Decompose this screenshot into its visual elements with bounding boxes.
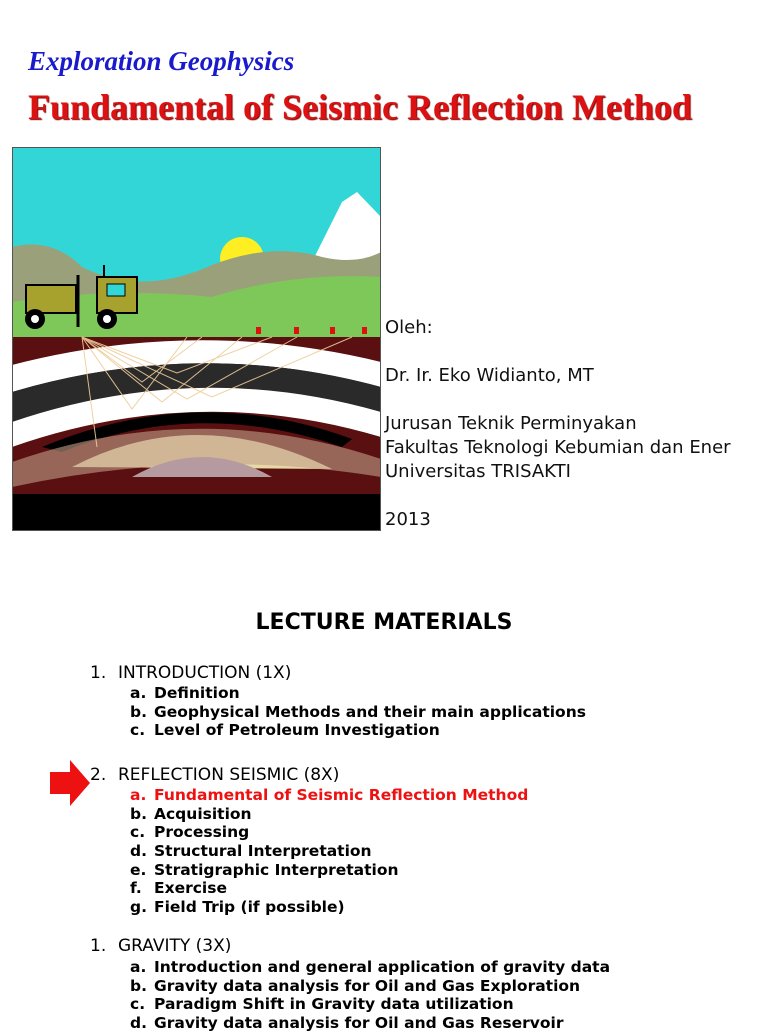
section-number: 2. <box>90 765 107 785</box>
item-text: Level of Petroleum Investigation <box>154 721 440 740</box>
item-text: Gravity data analysis for Oil and Gas Exploration <box>154 976 581 995</box>
section-label: GRAVITY (3X) <box>118 936 232 956</box>
item-text: Geophysical Methods and their main applications <box>154 702 586 721</box>
item-text: Stratigraphic Interpretation <box>154 860 399 879</box>
list-item <box>130 805 528 824</box>
item-marker: a. <box>130 958 147 976</box>
list-item <box>130 703 586 722</box>
document-title: Fundamental of Seismic Reflection Method <box>28 87 692 127</box>
item-marker: d. <box>130 842 147 861</box>
year: 2013 <box>385 509 431 530</box>
list-item <box>130 842 528 861</box>
section-number: 1. <box>90 936 107 956</box>
list-item-current <box>130 786 528 805</box>
section-label: INTRODUCTION (1X) <box>118 663 292 683</box>
item-marker: e. <box>130 860 147 879</box>
item-text: Gravity data analysis for Oil and Gas Reservoir <box>154 1014 564 1033</box>
item-marker: c. <box>130 995 146 1014</box>
seismic-survey-illustration <box>12 147 381 531</box>
section-number: 1. <box>90 663 107 683</box>
section-items <box>130 958 610 1033</box>
university: Universitas TRISAKTI <box>385 461 571 482</box>
department: Jurusan Teknik Perminyakan <box>385 413 637 434</box>
list-item <box>130 958 610 977</box>
item-marker: c. <box>130 721 146 740</box>
item-marker: b. <box>130 804 147 823</box>
list-item <box>130 823 528 842</box>
list-item <box>130 995 610 1014</box>
item-text: Structural Interpretation <box>154 842 372 861</box>
item-text: Fundamental of Seismic Reflection Method <box>154 786 529 804</box>
item-text: Paradigm Shift in Gravity data utilization <box>154 995 514 1014</box>
item-marker: a. <box>130 684 147 702</box>
item-marker: c. <box>130 823 146 842</box>
section-title <box>90 765 339 785</box>
author-block <box>385 316 731 532</box>
list-item <box>130 684 586 703</box>
item-marker: b. <box>130 976 147 995</box>
list-item <box>130 879 528 898</box>
faculty: Fakultas Teknologi Kebumian dan Ener <box>385 437 731 458</box>
list-item <box>130 1014 610 1033</box>
item-text: Acquisition <box>154 804 252 823</box>
list-item <box>130 977 610 996</box>
section-title <box>90 936 231 956</box>
document-subtitle: Exploration Geophysics <box>28 46 295 76</box>
item-marker: b. <box>130 702 147 721</box>
item-text: Field Trip (if possible) <box>154 898 345 917</box>
item-marker: d. <box>130 1014 147 1033</box>
item-text: Definition <box>154 684 240 702</box>
item-marker: a. <box>130 786 147 804</box>
list-item <box>130 721 586 740</box>
author-name: Dr. Ir. Eko Widianto, MT <box>385 365 594 386</box>
section-items <box>130 786 528 917</box>
item-marker: g. <box>130 898 147 917</box>
list-item <box>130 898 528 917</box>
item-marker: f. <box>130 879 142 898</box>
item-text: Exercise <box>154 879 227 898</box>
item-text: Processing <box>154 823 250 842</box>
list-item <box>130 861 528 880</box>
item-text: Introduction and general application of gravity data <box>154 958 611 976</box>
red-arrow-icon <box>50 760 90 806</box>
section-items <box>130 684 586 740</box>
oleh-label: Oleh: <box>385 317 433 338</box>
section-label: REFLECTION SEISMIC (8X) <box>118 765 340 785</box>
lecture-heading: LECTURE MATERIALS <box>255 610 513 635</box>
section-title <box>90 663 291 683</box>
